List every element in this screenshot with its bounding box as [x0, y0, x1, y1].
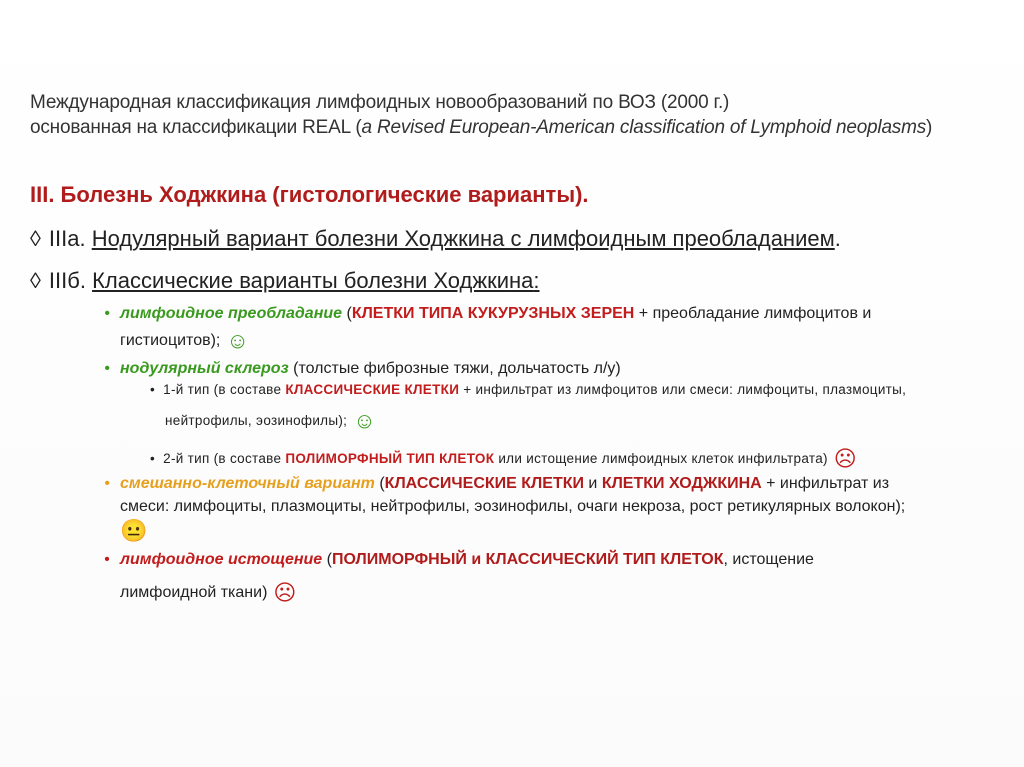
subsection-3b-text: Классические варианты болезни Ходжкина	[92, 268, 534, 293]
list-item-lymphoid-predominance	[100, 301, 871, 327]
item-name: лимфоидное истощение	[120, 551, 323, 568]
type-2-prefix: 2-й тип (в составе	[163, 451, 286, 466]
item-paren: (	[322, 551, 332, 568]
subsection-3b-code: IIIб.	[48, 268, 86, 293]
item-paren: (	[342, 305, 352, 322]
diamond-icon: ◊	[30, 226, 41, 251]
type-2-rest: или истощение лимфоидных клеток инфильтрата)	[494, 451, 828, 466]
item-and: и	[583, 475, 602, 492]
type-1-rest: + инфильтрат из лимфоцитов или смеси: лимфоциты, плазмоциты,	[459, 382, 907, 397]
item-name: лимфоидное преобладание	[120, 305, 343, 322]
header-line-2-suffix: )	[926, 117, 933, 138]
subsection-3a	[30, 226, 841, 252]
smile-icon: ☺	[353, 408, 376, 433]
section-title: III. Болезнь Ходжкина (гистологические варианты).	[30, 182, 589, 207]
type-1-line2	[165, 410, 376, 432]
item-name: нодулярный склероз	[120, 360, 289, 377]
header-line-1	[30, 92, 729, 114]
subsection-3a-end: .	[834, 226, 841, 251]
item-rest: + преобладание лимфоцитов и	[634, 305, 872, 322]
subsection-3a-code: IIIа.	[48, 226, 86, 251]
list-item-lymphoid-depletion	[100, 547, 814, 573]
bullet-icon: •	[150, 451, 156, 466]
type-2-cells: ПОЛИМОРФНЫЙ ТИП КЛЕТОК	[285, 451, 495, 466]
subsection-3b-end: :	[533, 268, 540, 293]
header-line-2-italic: a Revised European-American classification of Lymphoid neoplasms	[361, 117, 927, 138]
bullet-icon: •	[104, 551, 110, 568]
type-1-line2-text: нейтрофилы, эозинофилы);	[165, 413, 348, 428]
list-item-lymphoid-depletion-line2	[120, 580, 296, 606]
list-item-mixed-cellularity-smile	[120, 518, 147, 544]
subsection-3a-text: Нодулярный вариант болезни Ходжкина с лимфоидным преобладанием	[91, 226, 835, 251]
item-rest: (толстые фиброзные тяжи, дольчатость л/у)	[288, 360, 621, 377]
neutral-face-icon: 😐	[120, 518, 148, 543]
item-cells: КЛЕТКИ ТИПА КУКУРУЗНЫХ ЗЕРЕН	[351, 305, 635, 322]
item-line2: гистиоцитов);	[120, 332, 221, 349]
header-line-2	[30, 117, 932, 139]
type-1-cells: КЛАССИЧЕСКИЕ КЛЕТКИ	[285, 382, 460, 397]
header-line-1-text: Международная классификация лимфоидных новообразований по ВОЗ (2000 г.)	[30, 92, 730, 113]
type-1-line	[150, 382, 906, 397]
smile-icon: ☺	[226, 328, 249, 353]
item-rest: + инфильтрат из	[761, 475, 890, 492]
type-2-line	[150, 448, 857, 470]
list-item-lymphoid-predominance-line2	[120, 328, 249, 354]
item-line2: смеси: лимфоциты, плазмоциты, нейтрофилы, эозинофилы, очаги некроза, рост ретикулярных волокон);	[120, 498, 906, 515]
bullet-icon: •	[150, 382, 156, 397]
bullet-icon: •	[104, 475, 110, 492]
item-paren: (	[374, 475, 385, 492]
diamond-icon: ◊	[30, 268, 41, 293]
bullet-icon: •	[104, 305, 110, 322]
sad-icon: ☹	[273, 580, 297, 605]
header-line-2-prefix: основанная на классификации REAL (	[30, 117, 362, 138]
sad-icon: ☹	[833, 446, 858, 471]
item-rest: , истощение	[723, 551, 814, 568]
item-name: смешанно-клеточный вариант	[120, 475, 375, 492]
list-item-nodular-sclerosis	[100, 356, 621, 382]
item-cells-2: КЛЕТКИ ХОДЖКИНА	[601, 475, 762, 492]
item-cells: ПОЛИМОРФНЫЙ и КЛАССИЧЕСКИЙ ТИП КЛЕТОК	[331, 551, 724, 568]
list-item-mixed-cellularity-line2	[120, 494, 905, 520]
type-1-prefix: 1-й тип (в составе	[163, 382, 286, 397]
item-line2: лимфоидной ткани)	[120, 584, 268, 601]
bullet-icon: •	[104, 360, 110, 377]
item-cells-1: КЛАССИЧЕСКИЕ КЛЕТКИ	[384, 475, 584, 492]
subsection-3b	[30, 268, 540, 294]
